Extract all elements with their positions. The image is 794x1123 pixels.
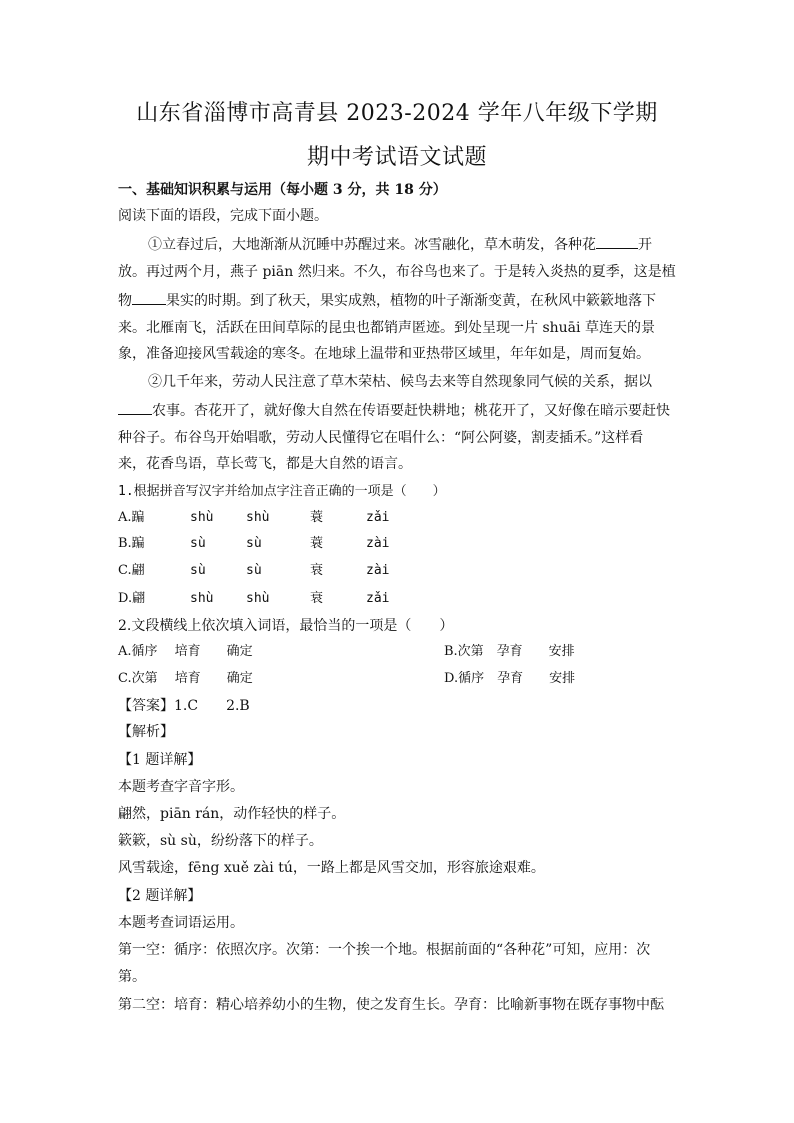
q1-option-pinyin: shù <box>190 591 214 606</box>
detail-1-heading: 【1 题详解】 <box>118 752 202 768</box>
para2-line2 <box>118 400 678 421</box>
q1-option-pinyin: zǎi <box>366 591 390 606</box>
detail-2-line: 第一空：循序：依照次序。次第：一个挨一个地。根据前面的“各种花”可知，应用：次 <box>118 942 651 958</box>
detail-2-line: 第二空：培育：精心培养幼小的生物，使之发育生长。孕育：比喻新事物在既存事物中酝 <box>118 997 664 1013</box>
para1-line5: 象，准备迎接风雪载途的寒冬。在地球上温带和亚热带区域里，年年如是，周而复始。 <box>118 346 650 362</box>
para2-line1: ②几千年来，劳动人民注意了草木荣枯、候鸟去来等自然现象同气候的关系，据以 <box>148 374 652 390</box>
para1-text: 开 <box>638 237 652 253</box>
doc-title-line2: 期中考试语文试题 <box>306 145 487 170</box>
detail-1-line: 翩然，piān rán，动作轻快的样子。 <box>118 806 346 822</box>
q2-option-a: A.循序 培育 确定 <box>118 644 253 659</box>
q2-option-d: D.循序 孕育 安排 <box>444 671 576 686</box>
q1-option-pinyin: shù <box>246 510 270 525</box>
detail-1-line: 本题考查字音字形。 <box>118 779 244 795</box>
q2-option-c: C.次第 培育 确定 <box>118 671 253 686</box>
q1-option-pinyin: sù <box>190 536 206 551</box>
fill-blank <box>118 400 152 415</box>
answer-line: 【答案】1.C 2.B <box>118 698 250 714</box>
q1-option-label: B.蹁 <box>118 536 145 551</box>
question-1: 1.根据拼音写汉字并给加点字注音正确的一项是（ ） <box>118 484 446 499</box>
q1-option-char: 衰 <box>310 563 324 578</box>
doc-title-line1: 山东省淄博市高青县 2023-2024 学年八年级下学期 <box>136 101 658 126</box>
para1-text: 果实的时期。到了秋天，果实成熟，植物的叶子渐渐变黄，在秋风中簌簌地落下 <box>166 293 656 309</box>
detail-1-line: 风雪载途，fēng xuě zài tú，一路上都是风雪交加，形容旅途艰难。 <box>118 860 545 876</box>
q1-option-label: A.蹁 <box>118 510 145 525</box>
section-heading: 一、基础知识积累与运用（每小题 3 分，共 18 分） <box>118 182 447 198</box>
detail-2-heading: 【2 题详解】 <box>118 888 202 904</box>
question-2: 2.文段横线上依次填入词语，最恰当的一项是（ ） <box>118 618 454 634</box>
para1-text: 物 <box>118 293 132 309</box>
para1-line3 <box>118 290 678 311</box>
q1-option-label: D.翩 <box>118 591 146 606</box>
analysis-heading: 【解析】 <box>118 724 174 740</box>
q1-option-pinyin: shù <box>190 510 214 525</box>
q1-option-label: C.翩 <box>118 563 145 578</box>
para1-line2: 放。再过两个月，燕子 piān 然归来。不久，布谷鸟也来了。于是转入炎热的夏季，这是植 <box>118 264 676 280</box>
para1-line1 <box>148 234 708 255</box>
q1-option-pinyin: zǎi <box>366 510 390 525</box>
q1-option-char: 衰 <box>310 591 324 606</box>
q1-option-pinyin: sù <box>246 536 262 551</box>
para2-text: 农事。杏花开了，就好像大自然在传语要赶快耕地；桃花开了，又好像在暗示要赶快 <box>152 403 670 419</box>
fill-blank <box>132 290 166 305</box>
para1-line4: 来。北雁南飞，活跃在田间草际的昆虫也都销声匿迹。到处呈现一片 shuāi 草连天的景 <box>118 320 655 336</box>
para1-text: ①立春过后，大地渐渐从沉睡中苏醒过来。冰雪融化，草木萌发，各种花 <box>148 237 596 253</box>
q1-option-pinyin: zài <box>366 563 390 578</box>
q1-option-pinyin: sù <box>190 563 206 578</box>
detail-2-line: 本题考查词语运用。 <box>118 915 244 931</box>
detail-1-line: 簌簌，sù sù，纷纷落下的样子。 <box>118 833 323 849</box>
q1-option-pinyin: zài <box>366 536 390 551</box>
detail-2-line: 第。 <box>118 969 146 985</box>
q1-option-pinyin: shù <box>246 591 270 606</box>
q1-option-char: 蓑 <box>310 510 324 525</box>
q1-option-pinyin: sù <box>246 563 262 578</box>
para2-line3: 种谷子。布谷鸟开始唱歌，劳动人民懂得它在唱什么：“阿公阿婆，割麦插禾。”这样看 <box>118 430 644 446</box>
fill-blank <box>596 234 638 249</box>
reading-instruction: 阅读下面的语段，完成下面小题。 <box>118 208 328 224</box>
q2-option-b: B.次第 孕育 安排 <box>444 644 575 659</box>
para2-line4: 来，花香鸟语，草长莺飞，都是大自然的语言。 <box>118 456 412 472</box>
q1-option-char: 蓑 <box>310 536 324 551</box>
